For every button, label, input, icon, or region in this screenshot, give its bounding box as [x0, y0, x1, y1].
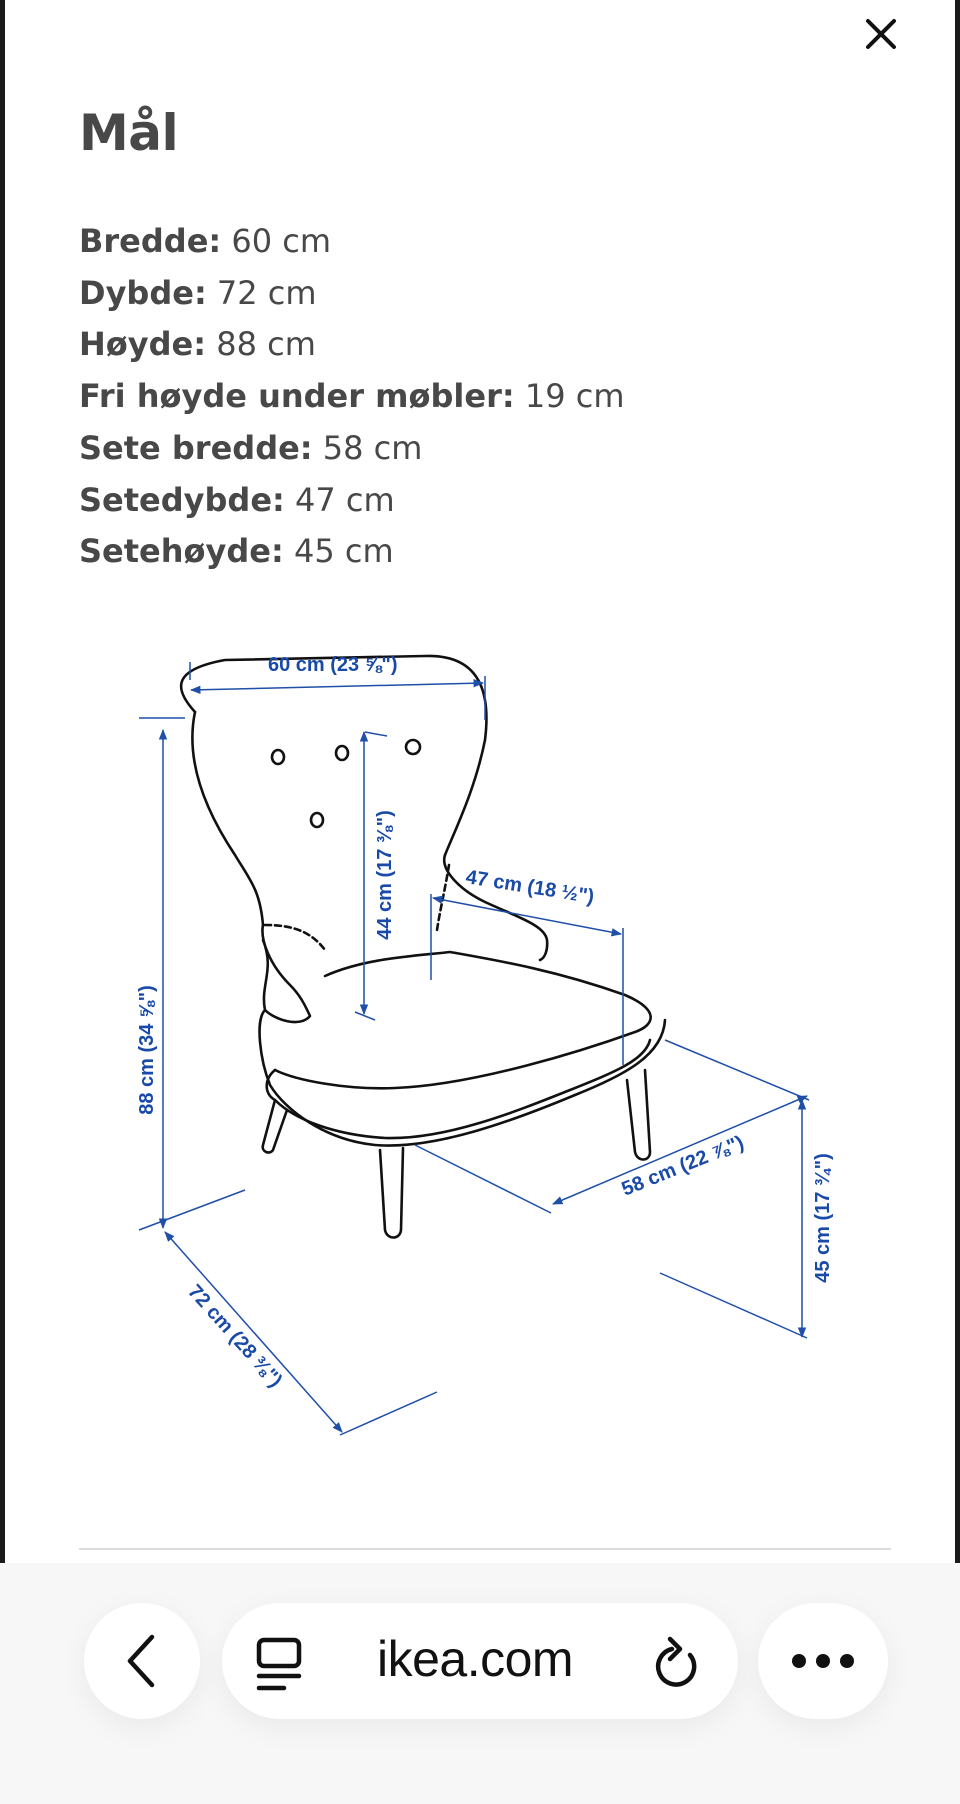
more-button[interactable] — [758, 1603, 888, 1719]
dimension-value: 58 cm — [322, 428, 423, 467]
page-title: Mål — [79, 104, 179, 162]
tabs-icon[interactable] — [254, 1636, 304, 1692]
more-icon — [788, 1651, 858, 1671]
label-seat-depth: 47 cm (18 ½") — [464, 866, 596, 909]
chair-outline — [181, 656, 665, 1238]
dimension-row-seat-depth — [79, 475, 624, 527]
label-height: 88 cm (34 ⅝") — [136, 985, 158, 1115]
dimension-row-width — [79, 216, 624, 268]
dimension-label: Setedybde: — [79, 480, 285, 519]
chevron-left-icon — [122, 1631, 162, 1691]
address-bar[interactable] — [222, 1603, 738, 1719]
close-button[interactable] — [855, 8, 907, 60]
dimension-value: 47 cm — [295, 480, 395, 519]
dimension-label: Fri høyde under møbler: — [79, 377, 515, 416]
dimension-row-seat-height — [79, 526, 624, 578]
dimension-value: 88 cm — [216, 325, 316, 364]
dimension-value: 45 cm — [293, 532, 394, 571]
label-back-height: 44 cm (17 ⅜") — [374, 810, 396, 940]
label-seat-height: 45 cm (17 ¾") — [812, 1153, 834, 1283]
dimension-value: 72 cm — [216, 273, 317, 312]
dimension-list — [79, 216, 624, 578]
dimension-label: Høyde: — [79, 325, 207, 364]
chair-dimension-drawing — [115, 640, 895, 1460]
dimension-row-clearance — [79, 371, 624, 423]
url-text[interactable]: ikea.com — [377, 1631, 574, 1687]
dimension-label: Setehøyde: — [79, 532, 284, 571]
label-depth: 72 cm (28 ⅜") — [183, 1280, 287, 1392]
dimension-label: Dybde: — [79, 273, 207, 312]
browser-toolbar — [0, 1563, 960, 1804]
dimension-label: Sete bredde: — [79, 428, 313, 467]
dimension-row-depth — [79, 268, 624, 320]
dimension-row-height — [79, 319, 624, 371]
dimension-row-seat-width — [79, 423, 624, 475]
dimension-labels — [136, 654, 834, 1392]
close-icon — [864, 17, 898, 51]
reload-icon[interactable] — [650, 1633, 704, 1691]
dimension-label: Bredde: — [79, 222, 222, 260]
divider — [79, 1548, 891, 1550]
back-button[interactable] — [84, 1603, 200, 1719]
label-seat-width: 58 cm (22 ⅞") — [618, 1131, 748, 1201]
dimension-value: 60 cm — [231, 222, 332, 260]
label-width: 60 cm (23 ⅝") — [268, 654, 398, 676]
dimension-value: 19 cm — [524, 377, 625, 416]
